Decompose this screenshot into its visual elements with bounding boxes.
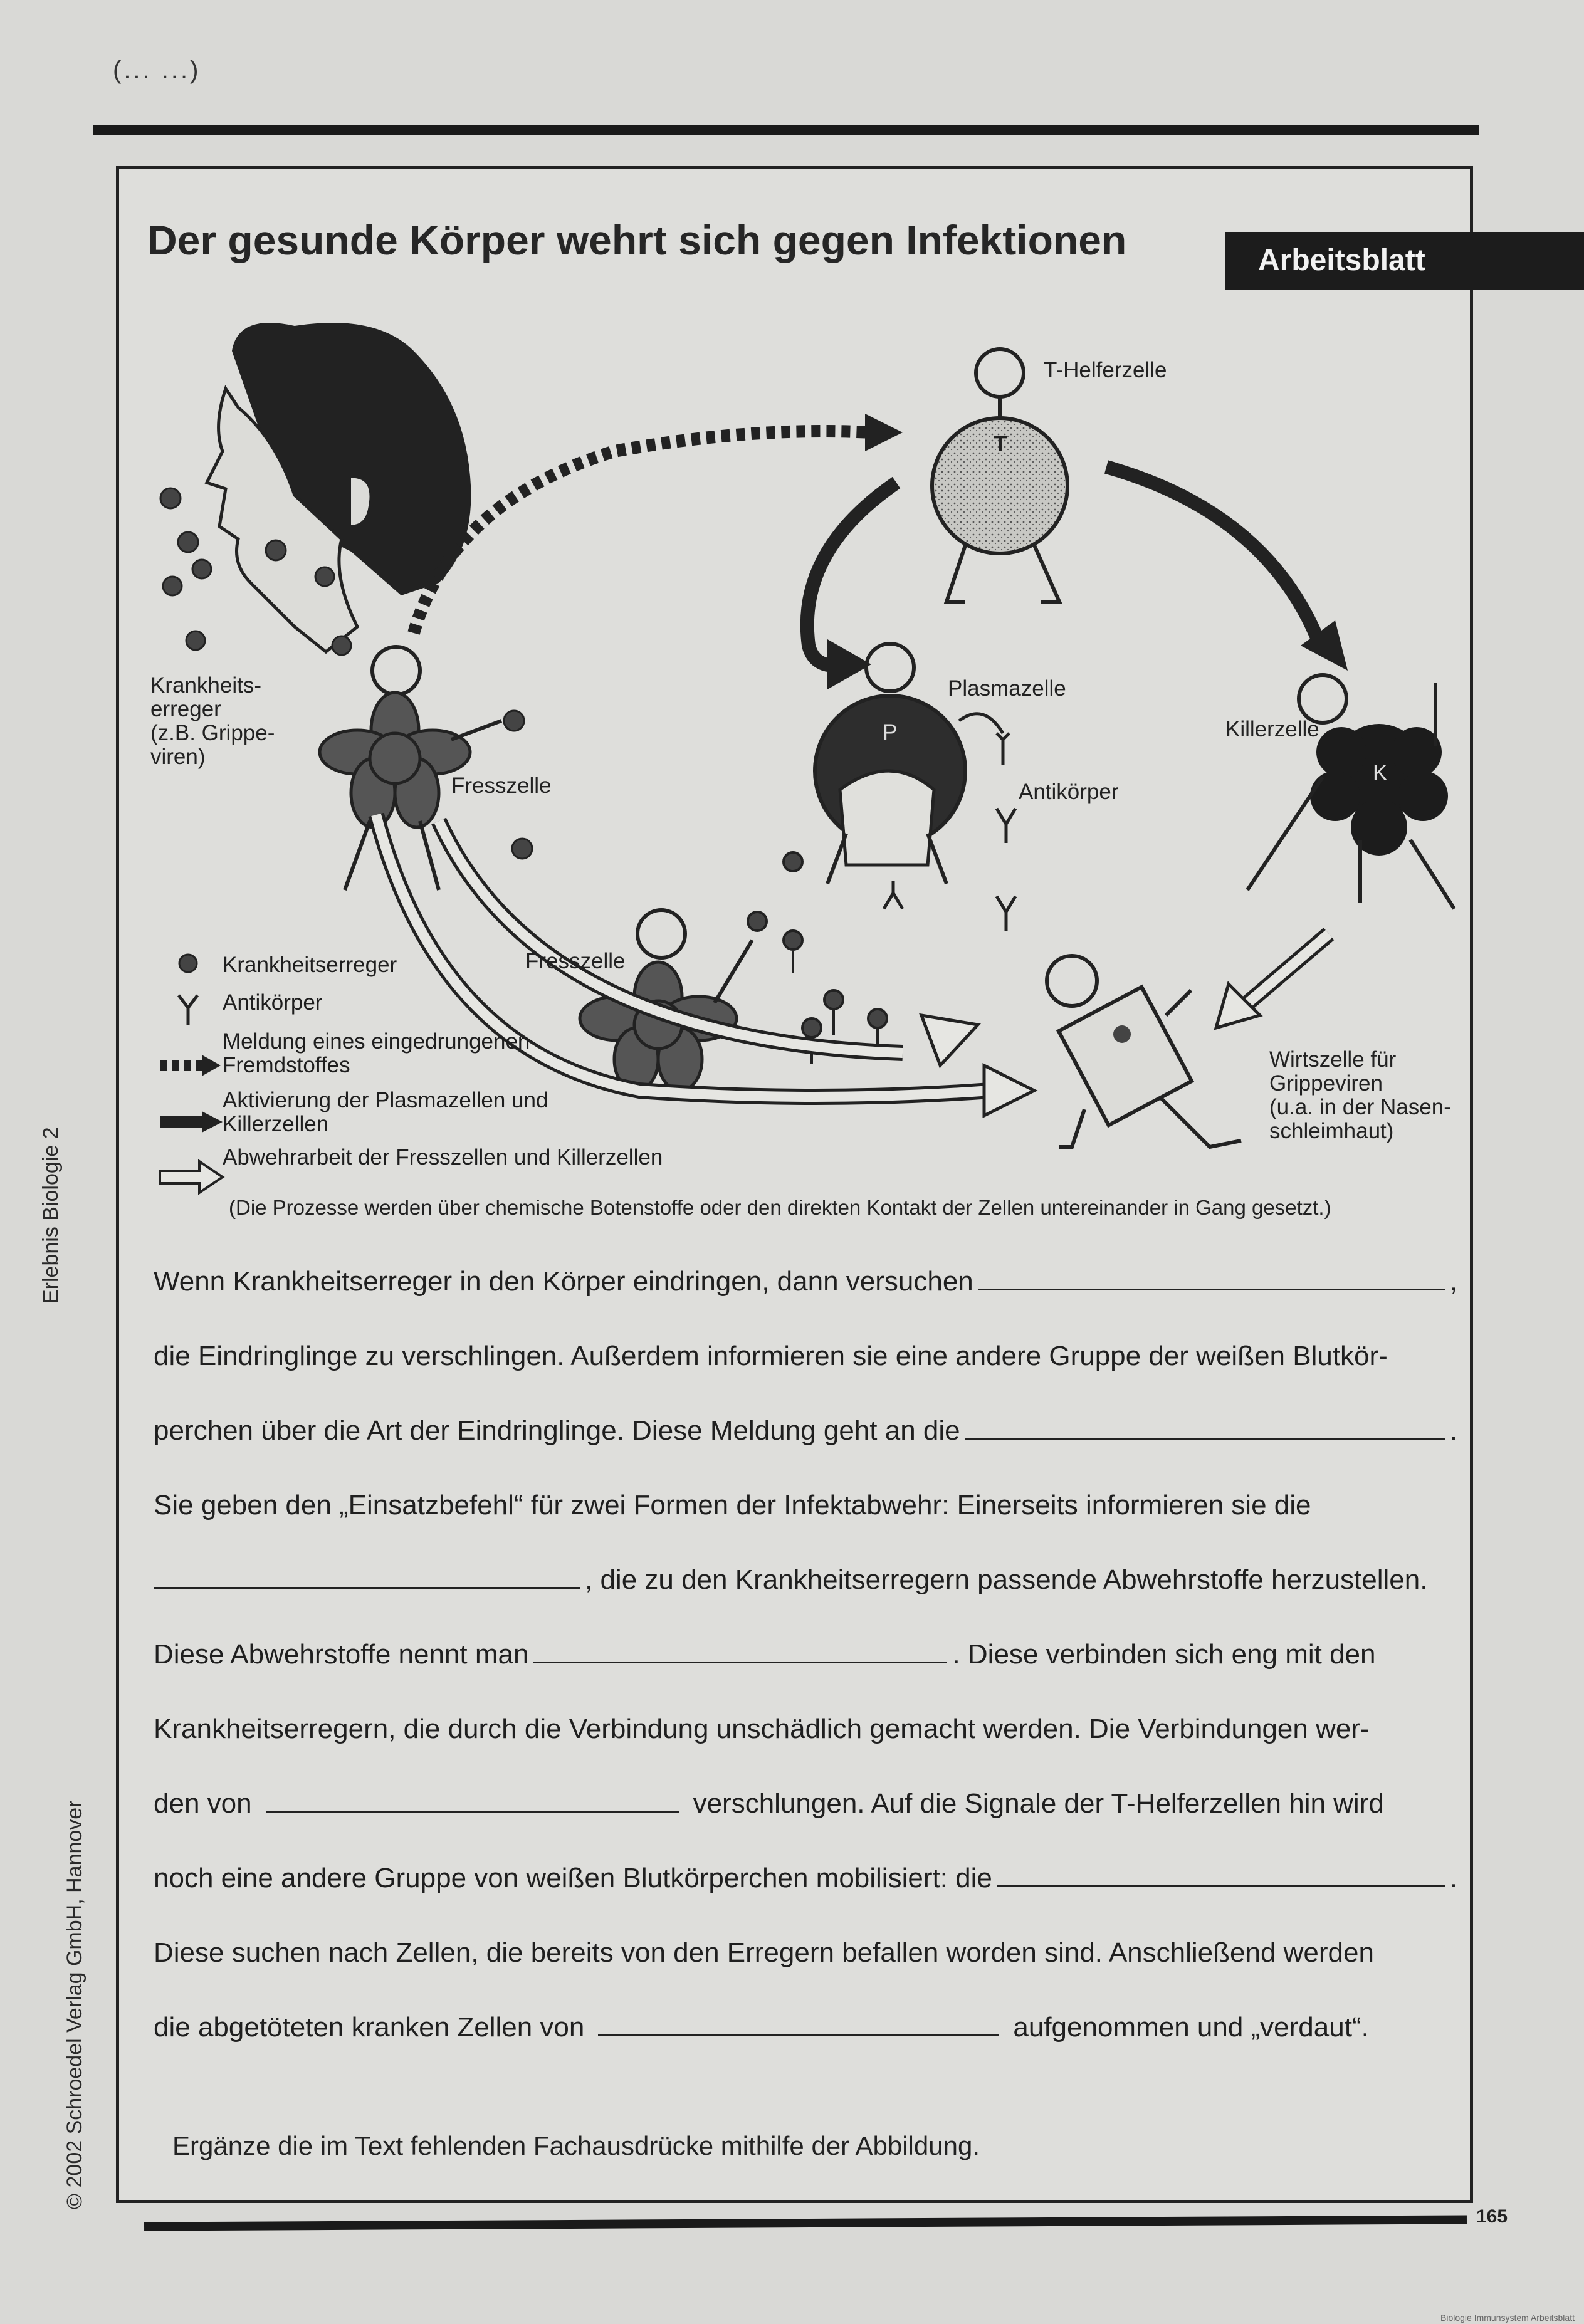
blank-5[interactable] — [266, 1786, 679, 1813]
legend-defense-text: Abwehrarbeit der Fresszellen und Killerzellen — [223, 1145, 663, 1170]
plasma-cell-letter: P — [883, 720, 898, 745]
cloze-line-4: Sie geben den „Einsatzbefehl“ für zwei Formen der Infektabwehr: Einerseits informieren sie die — [154, 1490, 1311, 1521]
cloze-punct-3: . — [1449, 1415, 1457, 1446]
killer-cell-letter: K — [1373, 761, 1388, 785]
cloze-text — [154, 1263, 1457, 2083]
cloze-line-8a: den von — [154, 1788, 252, 1819]
plasma-cell-label: Plasmazelle — [948, 676, 1066, 701]
pathogen-label: Krankheits- erreger (z.B. Grippe- viren) — [150, 673, 275, 769]
legend-activation-text: Aktivierung der Plasmazellen und Killerzellen — [223, 1088, 548, 1136]
cloze-line-5: , die zu den Krankheitserregern passende Abwehrstoffe herzustellen. — [585, 1564, 1428, 1595]
worksheet-title: Der gesunde Körper wehrt sich gegen Infektionen — [147, 217, 1127, 263]
t-cell-letter: T — [994, 432, 1007, 456]
cloze-punct-1: , — [1449, 1266, 1457, 1297]
legend-antibody-text: Antikörper — [223, 990, 323, 1015]
killer-cell — [1247, 675, 1454, 909]
cloze-line-8b: verschlungen. Auf die Signale der T-Helferzellen hin wird — [693, 1788, 1384, 1819]
cloze-line-6a: Diese Abwehrstoffe nennt man — [154, 1639, 529, 1670]
figure-note: (Die Prozesse werden über chemische Botenstoffe oder den direkten Kontakt der Zellen untereinander in Gang gesetzt.) — [229, 1196, 1331, 1219]
copyright-vertical: © 2002 Schroedel Verlag GmbH, Hannover — [63, 1800, 87, 2209]
page-number: 165 — [1476, 2206, 1508, 2227]
cloze-line-9: noch eine andere Gruppe von weißen Blutkörperchen mobilisiert: die — [154, 1863, 992, 1893]
cutoff-header-text: (... ...) — [113, 56, 201, 84]
cloze-line-7: Krankheitserregern, die durch die Verbindung unschädlich gemacht werden. Die Verbindungen wer- — [154, 1714, 1370, 1744]
legend-pathogen-text: Krankheitserreger — [223, 953, 397, 977]
cloze-line-11a: die abgetöteten kranken Zellen von — [154, 2012, 585, 2043]
image-credit: Biologie Immunsystem Arbeitsblatt — [1440, 2313, 1575, 2323]
bottom-rule — [144, 2215, 1467, 2231]
task-instruction: Ergänze die im Text fehlenden Fachausdrücke mithilfe der Abbildung. — [172, 2131, 980, 2160]
cloze-line-11b: aufgenommen und „verdaut“. — [1013, 2012, 1369, 2043]
book-title-vertical: Erlebnis Biologie 2 — [39, 1127, 63, 1304]
cloze-line-1: Wenn Krankheitserreger in den Körper eindringen, dann versuchen — [154, 1266, 973, 1297]
blank-2[interactable] — [965, 1413, 1445, 1440]
cloze-line-2: die Eindringlinge zu verschlingen. Außerdem informieren sie eine andere Gruppe der weißen Blutkör- — [154, 1341, 1388, 1371]
cloze-line-6b: . Diese verbinden sich eng mit den — [952, 1639, 1376, 1670]
figure-legend — [154, 950, 663, 1175]
killer-cell-label: Killerzelle — [1225, 717, 1319, 741]
host-cell — [1047, 956, 1241, 1147]
phagocyte-label-1: Fresszelle — [451, 773, 552, 798]
blank-7[interactable] — [598, 2009, 999, 2036]
worksheet-tag: Arbeitsblatt — [1225, 232, 1584, 290]
blank-1[interactable] — [978, 1264, 1445, 1290]
blank-6[interactable] — [997, 1860, 1445, 1887]
legend-report-text: Meldung eines eingedrungenen Fremdstoffes — [223, 1029, 530, 1077]
phagocyte-cell-1 — [320, 647, 524, 890]
cloze-line-3: perchen über die Art der Eindringlinge. Diese Meldung geht an die — [154, 1415, 960, 1446]
t-helper-label: T-Helferzelle — [1044, 358, 1167, 382]
t-helper-cell — [932, 349, 1067, 602]
phagocyte-label-2: Fresszelle — [525, 949, 626, 973]
cloze-line-10: Diese suchen nach Zellen, die bereits von den Erregern befallen worden sind. Anschließend werden — [154, 1937, 1374, 1968]
antibody-label: Antikörper — [1019, 780, 1119, 804]
cloze-punct-9: . — [1449, 1863, 1457, 1893]
host-cell-label: Wirtszelle für Grippeviren (u.a. in der Nasen- schleimhaut) — [1269, 1047, 1451, 1143]
blank-3[interactable] — [154, 1562, 580, 1589]
blank-4[interactable] — [533, 1636, 947, 1663]
